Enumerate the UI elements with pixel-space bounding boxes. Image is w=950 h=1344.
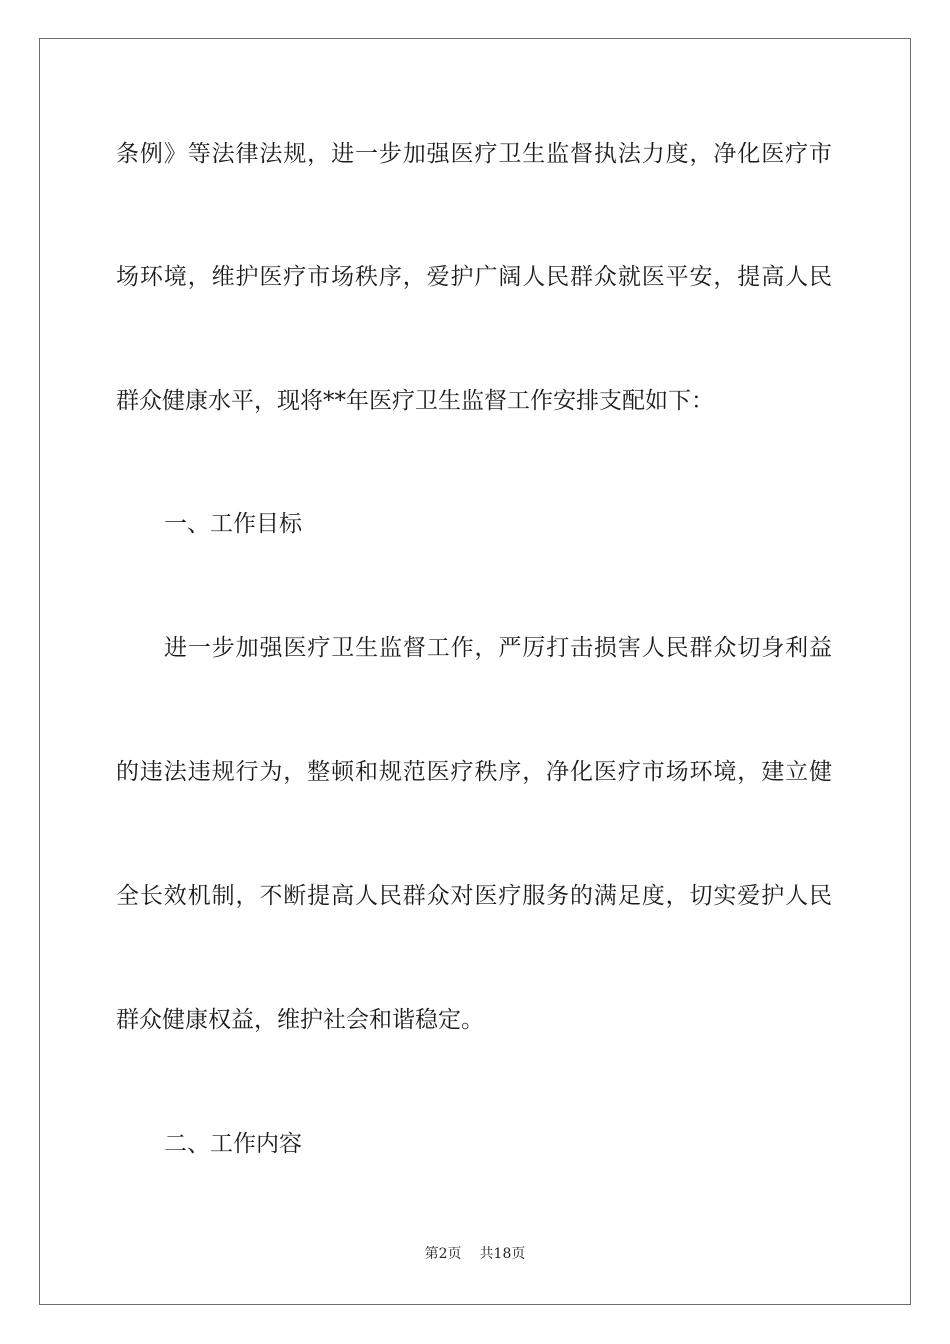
paragraph-line-1: 条例》等法律法规，进一步加强医疗卫生监督执法力度，净化医疗市 (116, 141, 832, 167)
paragraph-line-5: 的违法违规行为，整顿和规范医疗秩序，净化医疗市场环境，建立健 (116, 759, 832, 785)
paragraph-line-4: 进一步加强医疗卫生监督工作，严厉打击损害人民群众切身利益 (164, 635, 832, 661)
page-number: 第2页 (424, 1246, 462, 1262)
paragraph-line-7: 群众健康权益，维护社会和谐稳定。 (116, 1007, 484, 1033)
section-heading-goals: 一、工作目标 (164, 511, 302, 537)
page-footer (0, 1245, 950, 1263)
paragraph-line-6: 全长效机制，不断提高人民群众对医疗服务的满足度，切实爱护人民 (116, 883, 832, 909)
paragraph-line-2: 场环境，维护医疗市场秩序，爱护广阔人民群众就医平安，提高人民 (116, 264, 832, 290)
section-heading-content: 二、工作内容 (164, 1131, 302, 1157)
page-frame (39, 38, 911, 1305)
paragraph-line-3: 群众健康水平，现将**年医疗卫生监督工作安排支配如下： (116, 388, 714, 414)
page-total: 共18页 (479, 1246, 526, 1262)
